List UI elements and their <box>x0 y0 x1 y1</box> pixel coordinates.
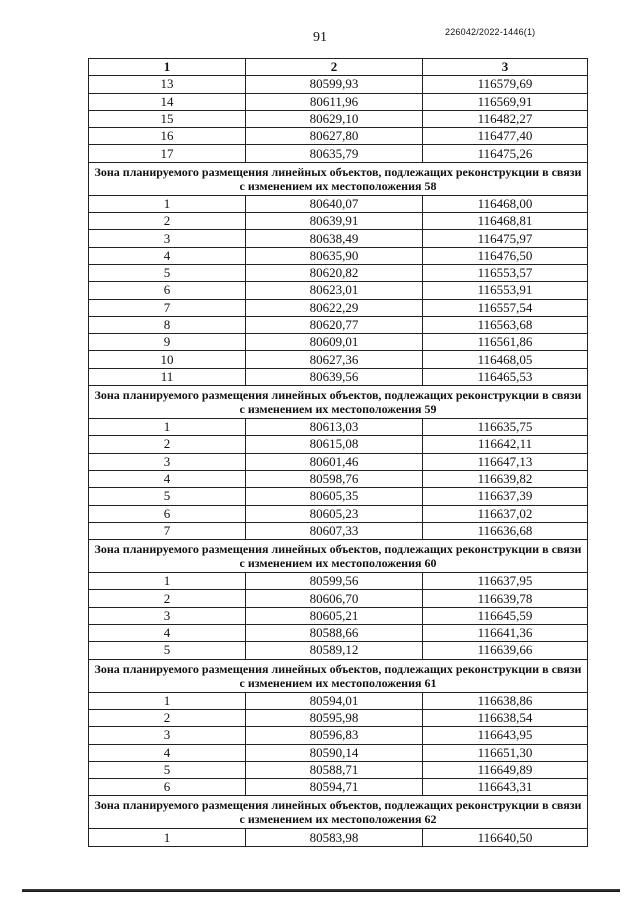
table-row <box>89 436 588 453</box>
y-coordinate-cell: 116640,50 <box>423 829 588 846</box>
y-coordinate-cell: 116638,86 <box>423 692 588 709</box>
point-number-cell: 4 <box>89 625 246 642</box>
y-coordinate-cell: 116643,95 <box>423 727 588 744</box>
point-number-cell: 6 <box>89 282 246 299</box>
y-coordinate-cell: 116579,69 <box>423 76 588 93</box>
x-coordinate-cell: 80613,03 <box>246 419 423 436</box>
y-coordinate-cell: 116468,81 <box>423 213 588 230</box>
point-number-cell: 10 <box>89 351 246 368</box>
zone-heading-row <box>89 796 588 829</box>
point-number-cell: 9 <box>89 334 246 351</box>
point-number-cell: 2 <box>89 436 246 453</box>
x-coordinate-cell: 80583,98 <box>246 829 423 846</box>
x-coordinate-cell: 80620,82 <box>246 264 423 281</box>
table-row <box>89 93 588 110</box>
y-coordinate-cell: 116637,95 <box>423 573 588 590</box>
x-coordinate-cell: 80589,12 <box>246 642 423 659</box>
table-row <box>89 470 588 487</box>
table-row <box>89 453 588 470</box>
y-coordinate-cell: 116643,31 <box>423 779 588 796</box>
column-header-point-number: 1 <box>89 59 246 76</box>
point-number-cell: 2 <box>89 590 246 607</box>
point-number-cell: 14 <box>89 93 246 110</box>
y-coordinate-cell: 116553,91 <box>423 282 588 299</box>
point-number-cell: 2 <box>89 709 246 726</box>
x-coordinate-cell: 80588,71 <box>246 761 423 778</box>
x-coordinate-cell: 80615,08 <box>246 436 423 453</box>
x-coordinate-cell: 80638,49 <box>246 230 423 247</box>
y-coordinate-cell: 116642,11 <box>423 436 588 453</box>
y-coordinate-cell: 116468,05 <box>423 351 588 368</box>
table-row <box>89 351 588 368</box>
x-coordinate-cell: 80629,10 <box>246 110 423 127</box>
point-number-cell: 3 <box>89 607 246 624</box>
table-row <box>89 607 588 624</box>
y-coordinate-cell: 116639,78 <box>423 590 588 607</box>
table-row <box>89 709 588 726</box>
table-row <box>89 419 588 436</box>
y-coordinate-cell: 116569,91 <box>423 93 588 110</box>
table-row <box>89 590 588 607</box>
x-coordinate-cell: 80598,76 <box>246 470 423 487</box>
point-number-cell: 13 <box>89 76 246 93</box>
table-row <box>89 230 588 247</box>
point-number-cell: 1 <box>89 419 246 436</box>
table-row <box>89 195 588 212</box>
x-coordinate-cell: 80635,90 <box>246 247 423 264</box>
x-coordinate-cell: 80627,80 <box>246 128 423 145</box>
point-number-cell: 1 <box>89 573 246 590</box>
y-coordinate-cell: 116639,66 <box>423 642 588 659</box>
zone-heading: Зона планируемого размещения линейных объектов, подлежащих реконструкции в связи с изменением их местоположения 60 <box>89 540 588 573</box>
table-row <box>89 110 588 127</box>
table-row <box>89 316 588 333</box>
point-number-cell: 1 <box>89 195 246 212</box>
zone-heading-row <box>89 386 588 419</box>
zone-heading-row <box>89 162 588 195</box>
table-row <box>89 727 588 744</box>
point-number-cell: 17 <box>89 145 246 162</box>
point-number-cell: 3 <box>89 230 246 247</box>
point-number-cell: 15 <box>89 110 246 127</box>
x-coordinate-cell: 80590,14 <box>246 744 423 761</box>
y-coordinate-cell: 116468,00 <box>423 195 588 212</box>
x-coordinate-cell: 80622,29 <box>246 299 423 316</box>
table-row <box>89 779 588 796</box>
table-row <box>89 642 588 659</box>
table-row <box>89 145 588 162</box>
x-coordinate-cell: 80599,93 <box>246 76 423 93</box>
point-number-cell: 3 <box>89 727 246 744</box>
point-number-cell: 4 <box>89 470 246 487</box>
x-coordinate-cell: 80639,91 <box>246 213 423 230</box>
zone-heading: Зона планируемого размещения линейных объектов, подлежащих реконструкции в связи с изменением их местоположения 59 <box>89 386 588 419</box>
point-number-cell: 2 <box>89 213 246 230</box>
y-coordinate-cell: 116475,26 <box>423 145 588 162</box>
x-coordinate-cell: 80640,07 <box>246 195 423 212</box>
table-row <box>89 505 588 522</box>
point-number-cell: 4 <box>89 744 246 761</box>
zone-heading-row <box>89 659 588 692</box>
y-coordinate-cell: 116561,86 <box>423 334 588 351</box>
point-number-cell: 5 <box>89 264 246 281</box>
table-row <box>89 247 588 264</box>
y-coordinate-cell: 116651,30 <box>423 744 588 761</box>
y-coordinate-cell: 116553,57 <box>423 264 588 281</box>
x-coordinate-cell: 80599,56 <box>246 573 423 590</box>
x-coordinate-cell: 80594,01 <box>246 692 423 709</box>
x-coordinate-cell: 80635,79 <box>246 145 423 162</box>
page-bottom-rule <box>22 889 620 892</box>
point-number-cell: 7 <box>89 522 246 539</box>
table-row <box>89 488 588 505</box>
table-row <box>89 625 588 642</box>
point-number-cell: 16 <box>89 128 246 145</box>
point-number-cell: 8 <box>89 316 246 333</box>
x-coordinate-cell: 80606,70 <box>246 590 423 607</box>
zone-heading: Зона планируемого размещения линейных объектов, подлежащих реконструкции в связи с изменением их местоположения 61 <box>89 659 588 692</box>
point-number-cell: 5 <box>89 488 246 505</box>
point-number-cell: 5 <box>89 761 246 778</box>
y-coordinate-cell: 116639,82 <box>423 470 588 487</box>
y-coordinate-cell: 116647,13 <box>423 453 588 470</box>
x-coordinate-cell: 80588,66 <box>246 625 423 642</box>
x-coordinate-cell: 80607,33 <box>246 522 423 539</box>
y-coordinate-cell: 116477,40 <box>423 128 588 145</box>
y-coordinate-cell: 116635,75 <box>423 419 588 436</box>
table-row <box>89 368 588 385</box>
table-row <box>89 744 588 761</box>
y-coordinate-cell: 116476,50 <box>423 247 588 264</box>
y-coordinate-cell: 116557,54 <box>423 299 588 316</box>
table-row <box>89 692 588 709</box>
point-number-cell: 6 <box>89 505 246 522</box>
document-registration-code: 226042/2022-1446(1) <box>445 27 536 37</box>
column-header-y: 3 <box>423 59 588 76</box>
y-coordinate-cell: 116465,53 <box>423 368 588 385</box>
point-number-cell: 1 <box>89 829 246 846</box>
point-number-cell: 7 <box>89 299 246 316</box>
table-row <box>89 829 588 846</box>
column-header-x: 2 <box>246 59 423 76</box>
point-number-cell: 3 <box>89 453 246 470</box>
coordinates-table-body <box>89 76 588 846</box>
page-number: 91 <box>313 30 327 45</box>
table-row <box>89 282 588 299</box>
table-row <box>89 573 588 590</box>
y-coordinate-cell: 116637,39 <box>423 488 588 505</box>
x-coordinate-cell: 80605,23 <box>246 505 423 522</box>
x-coordinate-cell: 80639,56 <box>246 368 423 385</box>
point-number-cell: 6 <box>89 779 246 796</box>
y-coordinate-cell: 116645,59 <box>423 607 588 624</box>
y-coordinate-cell: 116649,89 <box>423 761 588 778</box>
table-row <box>89 334 588 351</box>
x-coordinate-cell: 80601,46 <box>246 453 423 470</box>
x-coordinate-cell: 80623,01 <box>246 282 423 299</box>
x-coordinate-cell: 80605,21 <box>246 607 423 624</box>
y-coordinate-cell: 116563,68 <box>423 316 588 333</box>
y-coordinate-cell: 116638,54 <box>423 709 588 726</box>
coordinates-table <box>88 58 588 847</box>
x-coordinate-cell: 80594,71 <box>246 779 423 796</box>
table-row <box>89 761 588 778</box>
y-coordinate-cell: 116641,36 <box>423 625 588 642</box>
x-coordinate-cell: 80595,98 <box>246 709 423 726</box>
table-row <box>89 264 588 281</box>
x-coordinate-cell: 80627,36 <box>246 351 423 368</box>
zone-heading: Зона планируемого размещения линейных объектов, подлежащих реконструкции в связи с изменением их местоположения 58 <box>89 162 588 195</box>
table-row <box>89 213 588 230</box>
y-coordinate-cell: 116636,68 <box>423 522 588 539</box>
table-row <box>89 522 588 539</box>
point-number-cell: 1 <box>89 692 246 709</box>
x-coordinate-cell: 80620,77 <box>246 316 423 333</box>
point-number-cell: 11 <box>89 368 246 385</box>
y-coordinate-cell: 116637,02 <box>423 505 588 522</box>
table-row <box>89 299 588 316</box>
point-number-cell: 5 <box>89 642 246 659</box>
y-coordinate-cell: 116482,27 <box>423 110 588 127</box>
x-coordinate-cell: 80611,96 <box>246 93 423 110</box>
y-coordinate-cell: 116475,97 <box>423 230 588 247</box>
x-coordinate-cell: 80605,35 <box>246 488 423 505</box>
point-number-cell: 4 <box>89 247 246 264</box>
table-row <box>89 128 588 145</box>
table-header-row <box>89 59 588 76</box>
x-coordinate-cell: 80596,83 <box>246 727 423 744</box>
zone-heading-row <box>89 540 588 573</box>
x-coordinate-cell: 80609,01 <box>246 334 423 351</box>
table-row <box>89 76 588 93</box>
zone-heading: Зона планируемого размещения линейных объектов, подлежащих реконструкции в связи с изменением их местоположения 62 <box>89 796 588 829</box>
